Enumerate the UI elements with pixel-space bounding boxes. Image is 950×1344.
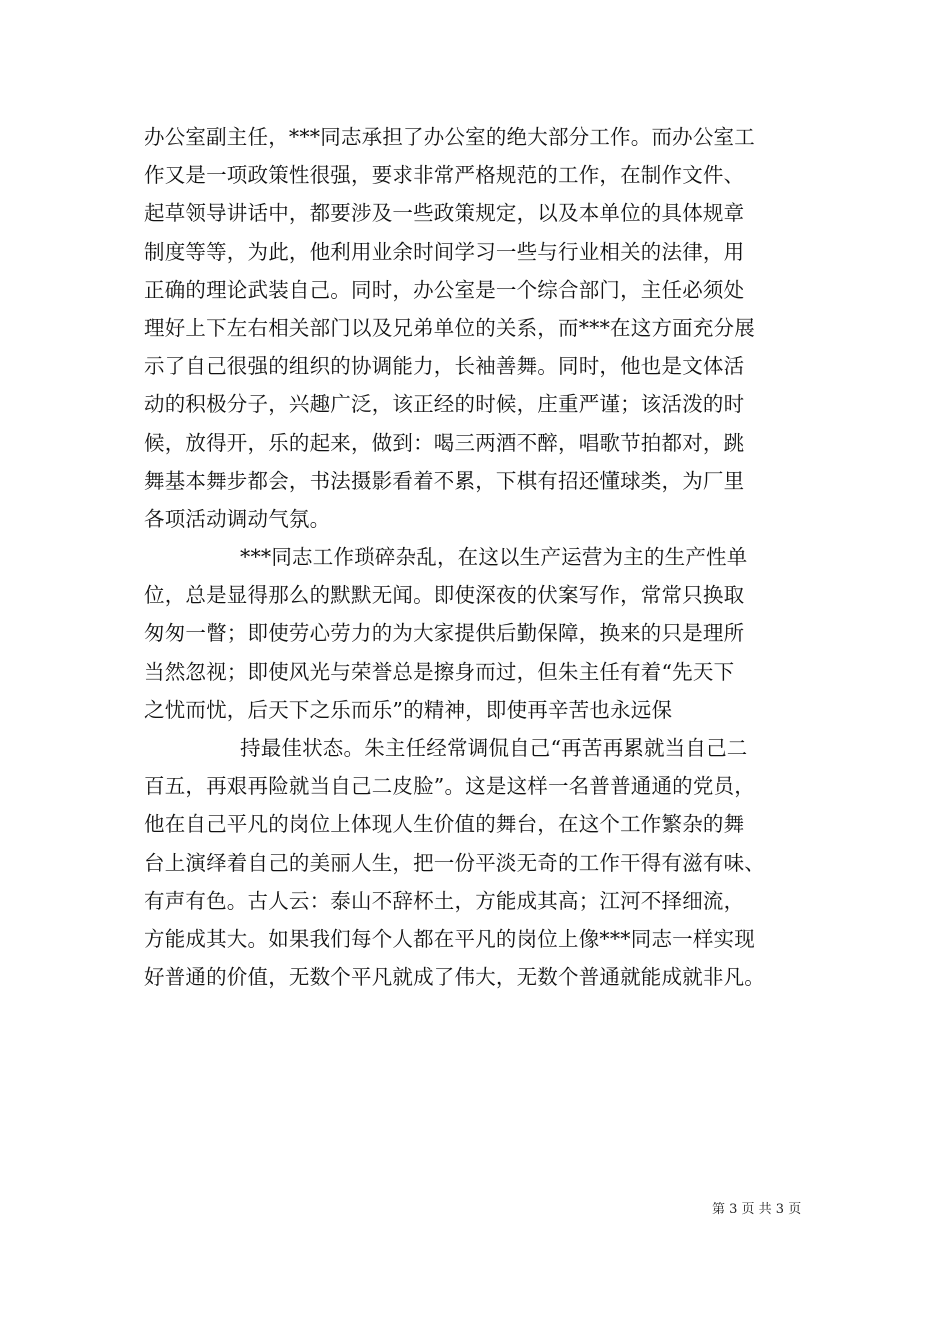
- text-line: 办公室副主任，***同志承担了办公室的绝大部分工作。而办公室工: [144, 125, 755, 149]
- document-body: [144, 118, 824, 996]
- text-line: 正确的理论武装自己。同时，办公室是一个综合部门，主任必须处: [144, 277, 745, 302]
- text-line: 动的积极分子，兴趣广泛，该正经的时候，庄重严谨；该活泼的时: [144, 392, 745, 417]
- page-number: 第 3 页 共 3 页: [712, 1202, 802, 1217]
- paragraph-1: [144, 118, 824, 538]
- paragraph-3: [144, 729, 824, 996]
- text-line: 百五，再艰再险就当自己二皮脸”。这是这样一名普普通通的党员，: [144, 774, 755, 799]
- text-line: 有声有色。古人云：泰山不辞杯土，方能成其高；江河不择细流，: [144, 888, 745, 913]
- text-line: 方能成其大。如果我们每个人都在平凡的岗位上像***同志一样实现: [144, 926, 755, 951]
- text-line: 各项活动调动气氛。: [144, 506, 331, 531]
- text-line: 位，总是显得那么的默默无闻。即使深夜的伏案写作，常常只换取: [144, 583, 745, 608]
- text-line: 好普通的价值，无数个平凡就成了伟大，无数个普通就能成就非凡。: [144, 965, 765, 990]
- text-line: 起草领导讲话中，都要涉及一些政策规定，以及本单位的具体规章: [144, 201, 745, 226]
- text-line: 理好上下左右相关部门以及兄弟单位的关系，而***在这方面充分展: [144, 315, 755, 340]
- text-line: 舞基本舞步都会，书法摄影看着不累，下棋有招还懂球类，为厂里: [144, 468, 745, 493]
- text-line: 制度等等，为此，他利用业余时间学习一些与行业相关的法律，用: [144, 239, 745, 264]
- text-line: 他在自己平凡的岗位上体现人生价值的舞台，在这个工作繁杂的舞: [144, 812, 745, 837]
- text-line: ***同志工作琐碎杂乱，在这以生产运营为主的生产性单: [240, 545, 748, 570]
- text-line: 示了自己很强的组织的协调能力，长袖善舞。同时，他也是文体活: [144, 354, 745, 379]
- text-line: 台上演绎着自己的美丽人生，把一份平淡无奇的工作干得有滋有味、: [144, 850, 765, 875]
- text-line: 作又是一项政策性很强，要求非常严格规范的工作，在制作文件、: [144, 163, 745, 188]
- text-line: 持最佳状态。朱主任经常调侃自己“再苦再累就当自己二: [240, 736, 748, 760]
- text-line: 匆匆一瞥；即使劳心劳力的为大家提供后勤保障，换来的只是理所: [144, 621, 745, 646]
- paragraph-2: [144, 538, 824, 729]
- text-line: 当然忽视；即使风光与荣誉总是擦身而过，但朱主任有着“先天下: [144, 659, 735, 684]
- text-line: 之忧而忧，后天下之乐而乐”的精神，即使再辛苦也永远保: [144, 697, 673, 722]
- text-line: 候，放得开，乐的起来，做到：喝三两酒不醉，唱歌节拍都对，跳: [144, 430, 745, 455]
